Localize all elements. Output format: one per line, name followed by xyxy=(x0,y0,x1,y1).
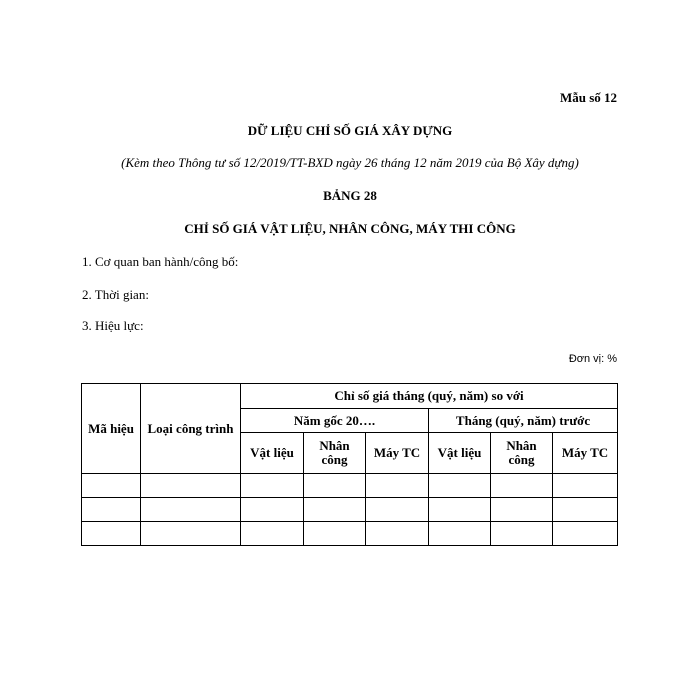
form-number: Mẫu số 12 xyxy=(559,90,617,105)
header-base-labor xyxy=(304,433,366,474)
price-index-table xyxy=(81,383,618,546)
header-prev-materials: Vật liệu xyxy=(429,433,491,474)
table-cell xyxy=(553,522,618,546)
table-cell xyxy=(491,522,553,546)
table-cell xyxy=(82,498,141,522)
header-prev-labor xyxy=(491,433,553,474)
table-row xyxy=(82,522,618,546)
header-base-materials: Vật liệu xyxy=(241,433,304,474)
field-effective-date: 3. Hiệu lực: xyxy=(82,318,144,333)
table-cell xyxy=(429,522,491,546)
table-cell xyxy=(241,498,304,522)
table-cell xyxy=(553,474,618,498)
table-cell xyxy=(553,498,618,522)
header-previous-period: Tháng (quý, năm) trước xyxy=(429,409,618,433)
header-base-labor-label: Nhân công xyxy=(319,438,350,467)
table-cell xyxy=(491,498,553,522)
header-price-index-group: Chỉ số giá tháng (quý, năm) so với xyxy=(241,384,618,409)
table-cell xyxy=(429,498,491,522)
table-cell xyxy=(141,474,241,498)
table-cell xyxy=(82,522,141,546)
table-row xyxy=(82,474,618,498)
header-prev-labor-label: Nhân công xyxy=(506,438,537,467)
table-cell xyxy=(429,474,491,498)
header-base-year: Năm gốc 20…. xyxy=(241,409,429,433)
table-cell xyxy=(82,474,141,498)
table-cell xyxy=(491,474,553,498)
header-prev-machinery: Máy TC xyxy=(553,433,618,474)
table-cell xyxy=(141,498,241,522)
table-cell xyxy=(366,498,429,522)
table-cell xyxy=(241,522,304,546)
table-cell xyxy=(304,474,366,498)
header-code: Mã hiệu xyxy=(82,384,141,474)
document-title: DỮ LIỆU CHỈ SỐ GIÁ XÂY DỰNG xyxy=(247,123,453,138)
table-cell xyxy=(366,474,429,498)
table-number-title: BẢNG 28 xyxy=(323,188,377,203)
header-construction-type: Loại công trình xyxy=(141,384,241,474)
field-time-period: 2. Thời gian: xyxy=(82,287,149,302)
unit-label: Đơn vị: % xyxy=(568,353,617,365)
table-cell xyxy=(304,498,366,522)
field-issuing-agency: 1. Cơ quan ban hành/công bố: xyxy=(82,254,239,269)
header-base-machinery: Máy TC xyxy=(366,433,429,474)
table-cell xyxy=(304,522,366,546)
table-cell xyxy=(241,474,304,498)
table-row xyxy=(82,498,618,522)
index-title: CHỈ SỐ GIÁ VẬT LIỆU, NHÂN CÔNG, MÁY THI CÔNG xyxy=(184,221,516,236)
document-subtitle: (Kèm theo Thông tư số 12/2019/TT-BXD ngày 26 tháng 12 năm 2019 của Bộ Xây dựng) xyxy=(121,155,579,170)
table-cell xyxy=(366,522,429,546)
table-cell xyxy=(141,522,241,546)
